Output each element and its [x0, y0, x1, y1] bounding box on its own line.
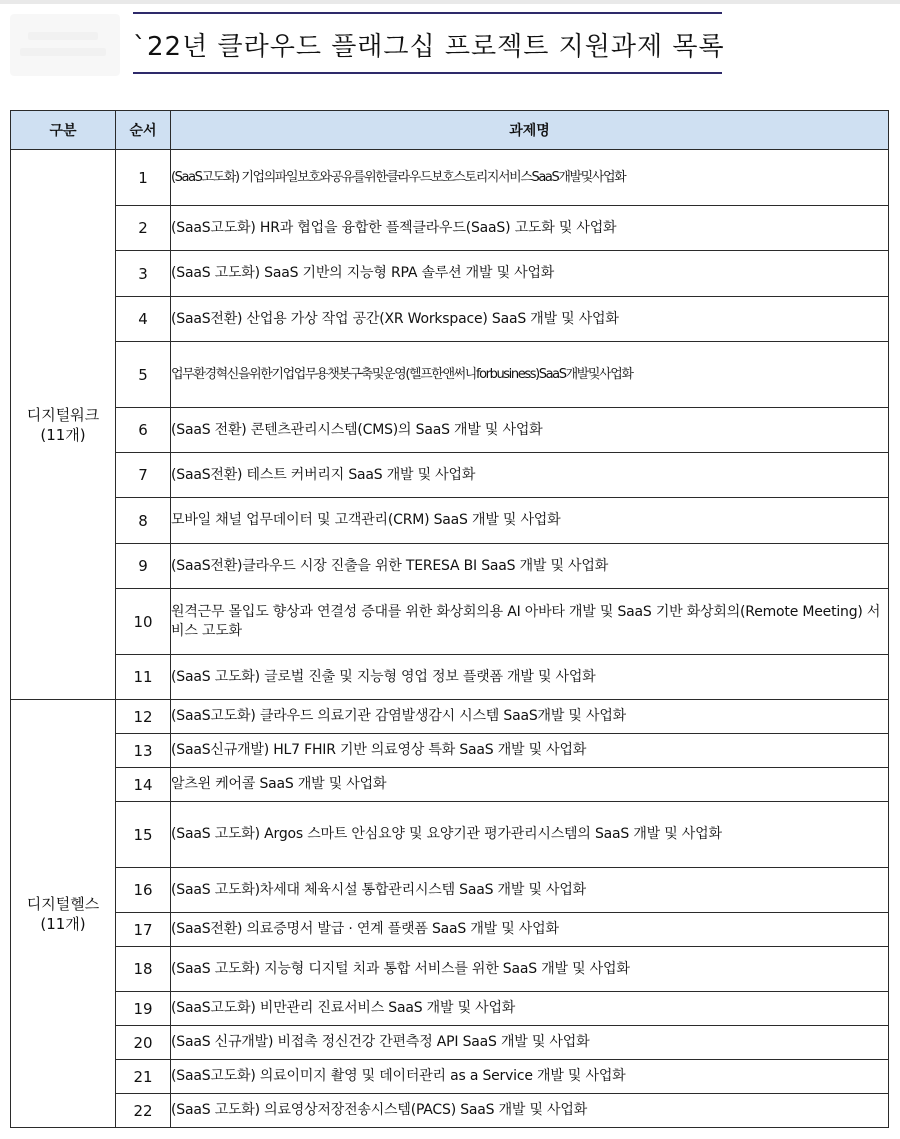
header-task: 과제명: [171, 111, 889, 150]
task-name: (SaaS 고도화) 지능형 디지털 치과 통합 서비스를 위한 SaaS 개발 및 사업화: [171, 947, 889, 992]
row-number: 10: [116, 589, 171, 655]
task-name: (SaaS 고도화) Argos 스마트 안심요양 및 요양기관 평가관리시스템의 SaaS 개발 및 사업화: [171, 802, 889, 868]
task-name: (SaaS전환) 의료증명서 발급 · 연계 플랫폼 SaaS 개발 및 사업화: [171, 913, 889, 947]
group-count: (11개): [40, 425, 86, 444]
table-row: [11, 868, 889, 913]
table-row: [11, 544, 889, 589]
table-row: [11, 589, 889, 655]
table-row: [11, 150, 889, 206]
task-name: (SaaS 신규개발) 비접촉 정신건강 간편측정 API SaaS 개발 및 사업화: [171, 1026, 889, 1060]
row-number: 20: [116, 1026, 171, 1060]
header-logo: [10, 14, 120, 76]
title-rule-top: [133, 12, 722, 14]
task-name: (SaaS 고도화) SaaS 기반의 지능형 RPA 솔루션 개발 및 사업화: [171, 251, 889, 297]
table-row: [11, 1094, 889, 1128]
row-number: 5: [116, 342, 171, 408]
row-number: 22: [116, 1094, 171, 1128]
table-row: [11, 947, 889, 992]
task-name: (SaaS 고도화) 의료영상저장전송시스템(PACS) SaaS 개발 및 사업화: [171, 1094, 889, 1128]
row-number: 17: [116, 913, 171, 947]
top-edge-line: [0, 0, 900, 4]
task-name: 알츠윈 케어콜 SaaS 개발 및 사업화: [171, 768, 889, 802]
table-row: [11, 453, 889, 498]
row-number: 12: [116, 700, 171, 734]
row-number: 14: [116, 768, 171, 802]
project-table: [10, 110, 889, 1128]
row-number: 15: [116, 802, 171, 868]
task-name: (SaaS고도화) 클라우드 의료기관 감염발생감시 시스템 SaaS개발 및 사업화: [171, 700, 889, 734]
row-number: 1: [116, 150, 171, 206]
table-row: [11, 251, 889, 297]
table-row: [11, 408, 889, 453]
task-name: (SaaS 고도화) 글로벌 진출 및 지능형 영업 정보 플랫폼 개발 및 사업화: [171, 655, 889, 700]
table-row: [11, 498, 889, 544]
header-category: 구분: [11, 111, 116, 150]
row-number: 11: [116, 655, 171, 700]
task-name: (SaaS고도화) 의료이미지 촬영 및 데이터관리 as a Service 개발 및 사업화: [171, 1060, 889, 1094]
group-label: 디지털헬스: [26, 894, 100, 913]
table-row: [11, 342, 889, 408]
row-number: 13: [116, 734, 171, 768]
row-number: 4: [116, 297, 171, 342]
group-label: 디지털워크: [26, 405, 100, 424]
table-row: [11, 700, 889, 734]
row-number: 19: [116, 992, 171, 1026]
task-name: 원격근무 몰입도 향상과 연결성 증대를 위한 화상회의용 AI 아바타 개발 및 SaaS 기반 화상회의(Remote Meeting) 서비스 고도화: [171, 589, 889, 655]
task-name: (SaaS 전환) 콘텐츠관리시스템(CMS)의 SaaS 개발 및 사업화: [171, 408, 889, 453]
row-number: 3: [116, 251, 171, 297]
table-row: [11, 297, 889, 342]
task-name: (SaaS고도화) 기업의파일보호와공유를위한클라우드보호스토리지서비스SaaS개발및사업화: [171, 150, 889, 206]
task-name: 모바일 채널 업무데이터 및 고객관리(CRM) SaaS 개발 및 사업화: [171, 498, 889, 544]
table-row: [11, 206, 889, 251]
group-cell-digital-health: [11, 700, 116, 1128]
row-number: 8: [116, 498, 171, 544]
title-rule-bottom: [133, 72, 722, 74]
table-row: [11, 1060, 889, 1094]
table-row: [11, 1026, 889, 1060]
table-row: [11, 734, 889, 768]
table-header-row: [11, 111, 889, 150]
task-name: (SaaS전환)클라우드 시장 진출을 위한 TERESA BI SaaS 개발 및 사업화: [171, 544, 889, 589]
group-cell-digital-work: [11, 150, 116, 700]
task-name: (SaaS 고도화)차세대 체육시설 통합관리시스템 SaaS 개발 및 사업화: [171, 868, 889, 913]
row-number: 18: [116, 947, 171, 992]
page-title: `22년 클라우드 플래그십 프로젝트 지원과제 목록: [133, 32, 725, 62]
table-row: [11, 913, 889, 947]
header-order: 순서: [116, 111, 171, 150]
task-name: (SaaS신규개발) HL7 FHIR 기반 의료영상 특화 SaaS 개발 및 사업화: [171, 734, 889, 768]
row-number: 7: [116, 453, 171, 498]
task-name: (SaaS전환) 산업용 가상 작업 공간(XR Workspace) SaaS 개발 및 사업화: [171, 297, 889, 342]
task-name: (SaaS고도화) HR과 협업을 융합한 플젝클라우드(SaaS) 고도화 및 사업화: [171, 206, 889, 251]
group-count: (11개): [40, 914, 86, 933]
task-name: (SaaS고도화) 비만관리 진료서비스 SaaS 개발 및 사업화: [171, 992, 889, 1026]
row-number: 9: [116, 544, 171, 589]
row-number: 21: [116, 1060, 171, 1094]
table-row: [11, 802, 889, 868]
table-row: [11, 992, 889, 1026]
table-row: [11, 768, 889, 802]
row-number: 16: [116, 868, 171, 913]
title-block: [133, 12, 725, 74]
table-row: [11, 655, 889, 700]
task-name: (SaaS전환) 테스트 커버리지 SaaS 개발 및 사업화: [171, 453, 889, 498]
task-name: 업무환경혁신을위한기업업무용챗봇구축및운영(헬프한앤써니forbusiness)SaaS개발및사업화: [171, 342, 889, 408]
row-number: 2: [116, 206, 171, 251]
row-number: 6: [116, 408, 171, 453]
